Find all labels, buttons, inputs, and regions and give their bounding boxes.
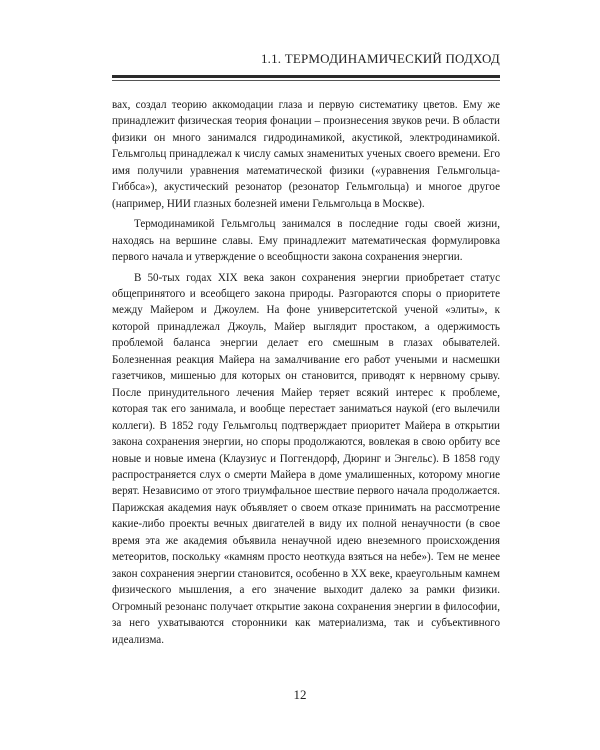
running-head: 1.1. ТЕРМОДИНАМИЧЕСКИЙ ПОДХОД <box>260 51 500 66</box>
header-rule-thick <box>112 75 500 78</box>
paragraph-thermodynamics: Термодинамикой Гельмгольц занимался в последние годы своей жизни, находясь на вершине славы. Ему принадлежит математическая формулировка первого начала и утверждение о всеобщности закона сохранения энергии. <box>112 218 500 264</box>
paragraph-continued: вах, создал теорию аккомодации глаза и первую систематику цветов. Ему же принадлежит физическая теория фонации – произнесения звуков речи. В области физики он много занимался гидродинамикой, акустикой, электродинамикой. Гельмгольц принадлежал к числу самых знаменитых ученых своего времени. Его имя получили уравнения математической физики («уравнения Гельмгольца-Гиббса»), акустический резонатор (резонатор Гельмгольца) и многое другое (например, НИИ глазных болезней имени Гельмгольца в Москве). <box>112 99 500 210</box>
paragraph-energy-law: В 50-тых годах XIX века закон сохранения энергии приобретает статус общепринятого и всеобщего закона природы. Разгораются споры о приоритете между Майером и Джоулем. На фоне университетской ученой «элиты», к которой принадлежал Джоуль, Майер выглядит простаком, а одержимость проблемой баланса энергии делает его смешным в глазах обывателей. Болезненная реакция Майера на замалчивание его работ учеными и насмешки газетчиков, мишенью для которых он становится, приводят к нервному срыву. После принудительного лечения Майер теряет всякий интерес к проблеме, которая так его занимала, и вообще перестает заниматься наукой (его вылечили коллеги). В 1852 году Гельмгольц подтверждает приоритет Майера в открытии закона сохранения энергии, но споры продолжаются, вовлекая в свою орбиту все новые и новые имена (Клаузиус и Поггендорф, Дюринг и Энгельс). В 1858 году распространяется слух о смерти Майера в доме умалишенных, которому многие верят. Независимо от этого триумфальное шествие первого начала продолжается. Парижская академия наук объявляет о своем отказе принимать на рассмотрение какие-либо проекты вечных двигателей в виду их полной ненаучности (в свое время эта же академия объявила ненаучной идею внеземного происхождения метеоритов, поскольку «камням просто неоткуда взяться на небе»). Тем не менее закон сохранения энергии становится, особенно в XX веке, краеугольным камнем физического мышления, а его значение выходит далеко за рамки физики. Огромный резонанс получает открытие закона сохранения энергии в философии, за него ухватываются сторонники как материализма, так и субъективного идеализма. <box>112 271 500 646</box>
body-text <box>112 97 500 648</box>
header-rule-thin <box>112 80 500 81</box>
page-number: 12 <box>293 687 307 702</box>
